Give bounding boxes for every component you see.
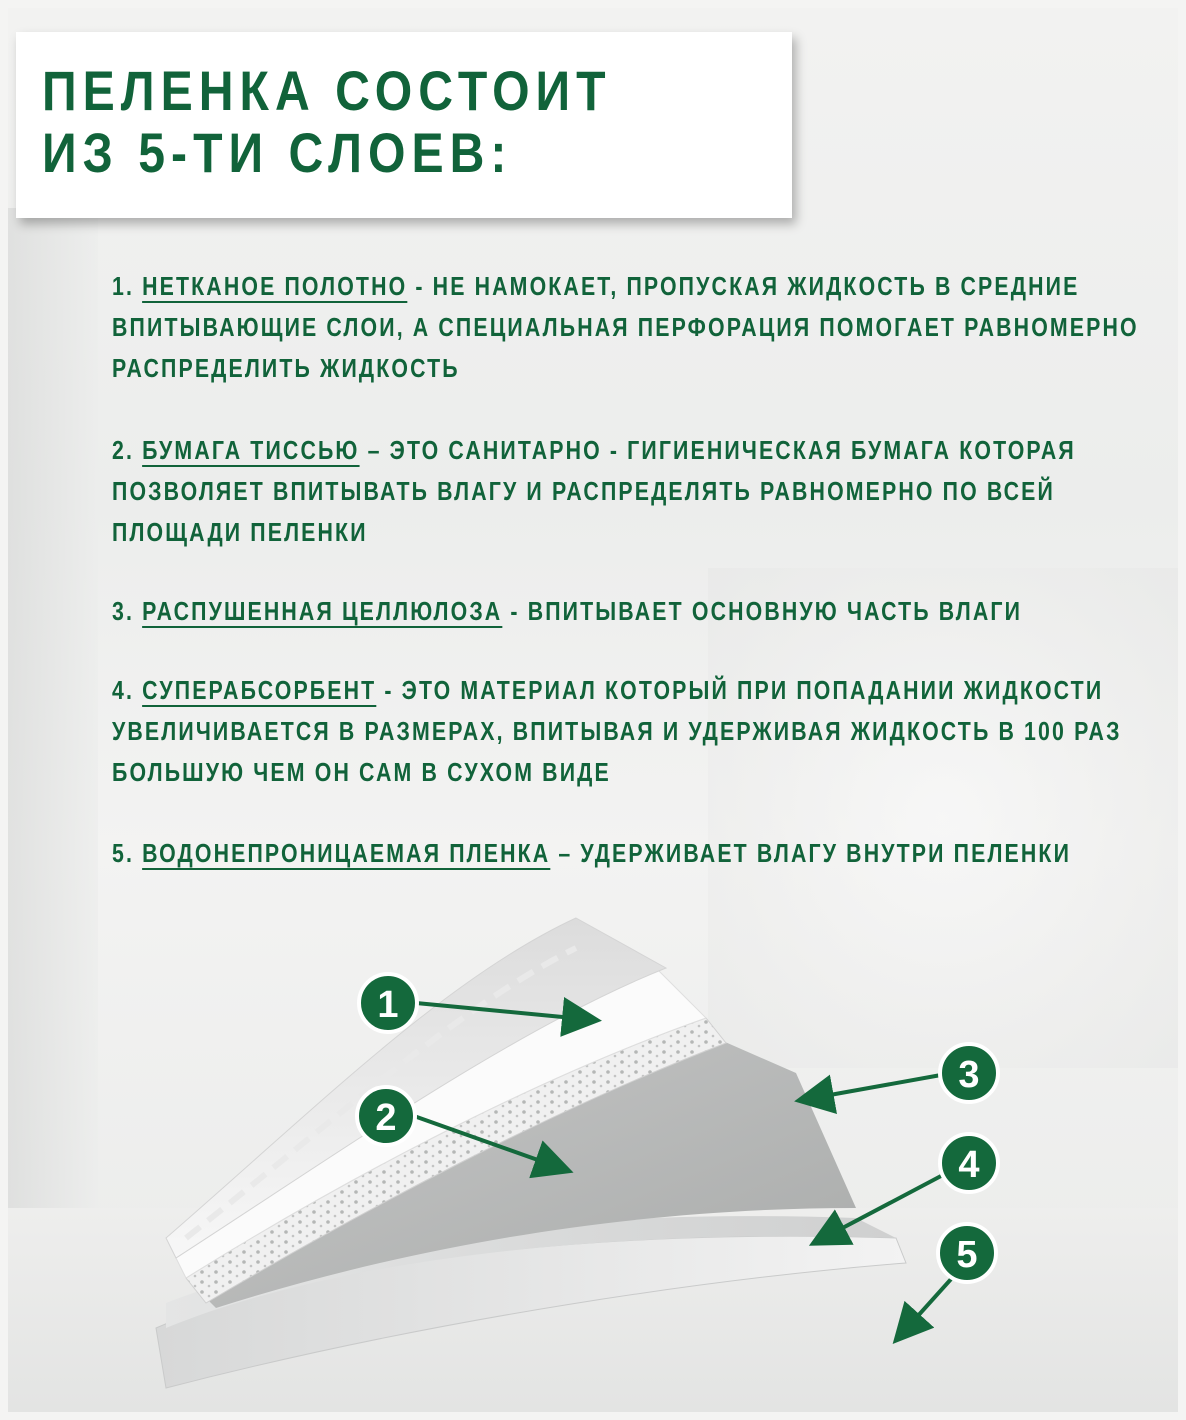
badge-label: 2 <box>375 1097 397 1139</box>
layer-description: ЭТО САНИТАРНО - ГИГИЕНИЧЕСКАЯ БУМАГА КОТОРАЯ ПОЗВОЛЯЕТ ВПИТЫВАТЬ ВЛАГУ И РАСПРЕДЕЛЯТЬ РАВНОМЕРНО ПО ВСЕЙ ПЛОЩАДИ ПЕЛЕНКИ <box>112 435 1076 547</box>
layer-description: НЕ НАМОКАЕТ, ПРОПУСКАЯ ЖИДКОСТЬ В СРЕДНИЕ ВПИТЫВАЮЩИЕ СЛОИ, А СПЕЦИАЛЬНАЯ ПЕРФОРАЦИЯ ПОМОГАЕТ РАВНОМЕРНО РАСПРЕДЕЛИТЬ ЖИДКОСТЬ <box>112 271 1139 383</box>
badge-1 <box>359 974 417 1032</box>
layer-term: БУМАГА ТИССЬЮ <box>142 435 360 465</box>
badge-2 <box>357 1087 415 1145</box>
layer-separator: - <box>510 596 520 626</box>
title-card <box>16 32 792 218</box>
layer-number: 1. <box>112 271 135 301</box>
layer-description: УДЕРЖИВАЕТ ВЛАГУ ВНУТРИ ПЕЛЕНКИ <box>580 838 1072 868</box>
layer-number: 3. <box>112 596 135 626</box>
layer-item-2 <box>112 430 1170 553</box>
layer-item-3 <box>112 591 1170 632</box>
layer-separator: – <box>558 838 573 868</box>
badge-4 <box>940 1134 998 1192</box>
badge-3 <box>940 1044 998 1102</box>
badge-5 <box>938 1224 996 1282</box>
layer-term: СУПЕРАБСОРБЕНТ <box>142 675 377 705</box>
layer-term: НЕТКАНОЕ ПОЛОТНО <box>142 271 408 301</box>
page-title: ПЕЛЕНКА СОСТОИТ ИЗ 5-ТИ СЛОЕВ: <box>42 59 612 184</box>
layer-item-1 <box>112 266 1170 389</box>
layer-description: ВПИТЫВАЕТ ОСНОВНУЮ ЧАСТЬ ВЛАГИ <box>527 596 1023 626</box>
layer-number: 4. <box>112 675 135 705</box>
layer-number: 2. <box>112 435 135 465</box>
arrow-3 <box>802 1075 941 1100</box>
layer-separator: - <box>415 271 425 301</box>
layer-term: ВОДОНЕПРОНИЦАЕМАЯ ПЛЕНКА <box>142 838 551 868</box>
badge-label: 1 <box>377 984 399 1026</box>
layer-item-5 <box>112 833 1170 874</box>
layer-number: 5. <box>112 838 135 868</box>
layer-description: ЭТО МАТЕРИАЛ КОТОРЫЙ ПРИ ПОПАДАНИИ ЖИДКОСТИ УВЕЛИЧИВАЕТСЯ В РАЗМЕРАХ, ВПИТЫВАЯ И УДЕРЖИВАЯ ЖИДКОСТЬ В 100 РАЗ БОЛЬШУЮ ЧЕМ ОН САМ В СУХОМ ВИДЕ <box>112 675 1122 787</box>
layer-term: РАСПУШЕННАЯ ЦЕЛЛЮЛОЗА <box>142 596 503 626</box>
layer-item-4 <box>112 670 1170 793</box>
layer-separator: - <box>384 675 394 705</box>
badge-label: 5 <box>956 1234 978 1276</box>
badge-label: 4 <box>958 1144 980 1186</box>
badge-label: 3 <box>958 1054 980 1096</box>
layers-diagram <box>16 908 1178 1412</box>
page-frame <box>8 8 1178 1412</box>
layer-separator: – <box>367 435 382 465</box>
